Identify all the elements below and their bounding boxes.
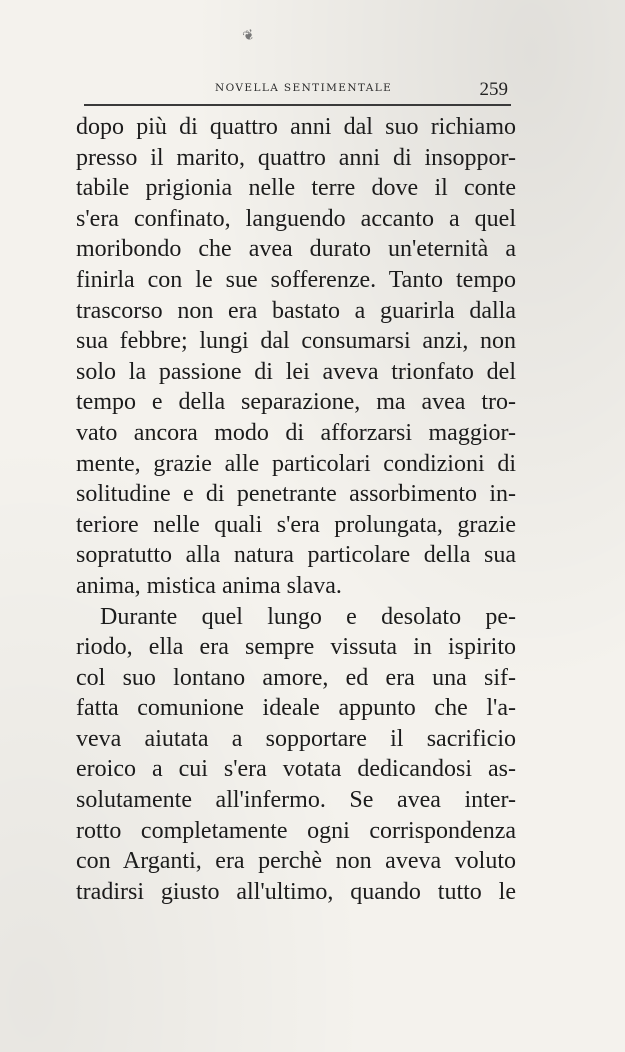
text-line: finirla con le sue sofferenze. Tanto tempo [76,266,516,293]
page-number: 259 [479,79,508,100]
text-line: riodo, ella era sempre vissuta in ispirito [76,634,516,661]
leaf-ornament-icon: ❦ [240,26,258,46]
text-line: tabile prigionia nelle terre dove il conte [76,175,516,202]
running-title: NOVELLA SENTIMENTALE [215,82,393,94]
text-line: sua febbre; lungi dal consumarsi anzi, non [76,328,516,355]
text-line: solitudine e di penetrante assorbimento in- [76,481,516,508]
text-line: vato ancora modo di afforzarsi maggior- [76,419,516,446]
text-line: tradirsi giusto all'ultimo, quando tutto le [76,878,516,905]
text-line: trascorso non era bastato a guarirla dalla [76,297,516,324]
text-line: solo la passione di lei aveva trionfato del [76,358,516,385]
running-head [80,78,510,102]
text-line: dopo più di quattro anni dal suo richiamo [76,114,516,140]
text-line: fatta comunione ideale appunto che l'a- [76,695,516,722]
body-text [76,112,516,907]
text-line: veva aiutata a sopportare il sacrificio [76,725,516,752]
text-line: s'era confinato, languendo accanto a quel [76,205,516,232]
text-line: anima, mistica anima slava. [76,572,342,599]
text-line: Durante quel lungo e desolato pe- [100,603,516,630]
header-rule [84,104,511,106]
text-line: solutamente all'infermo. Se avea inter- [76,787,516,814]
text-line: moribondo che avea durato un'eternità a [76,236,516,263]
text-line: con Arganti, era perchè non aveva voluto [76,848,516,875]
text-line: tempo e della separazione, ma avea tro- [76,389,516,416]
text-line: sopratutto alla natura particolare della sua [76,542,516,569]
text-line: mente, grazie alle particolari condizioni di [76,450,516,477]
text-line: rotto completamente ogni corrispondenza [76,817,516,844]
text-line: col suo lontano amore, ed era una sif- [76,664,516,691]
text-line: presso il marito, quattro anni di insoppor- [76,144,516,171]
text-line: teriore nelle quali s'era prolungata, grazie [76,511,516,538]
text-line: eroico a cui s'era votata dedicandosi as- [76,756,516,783]
